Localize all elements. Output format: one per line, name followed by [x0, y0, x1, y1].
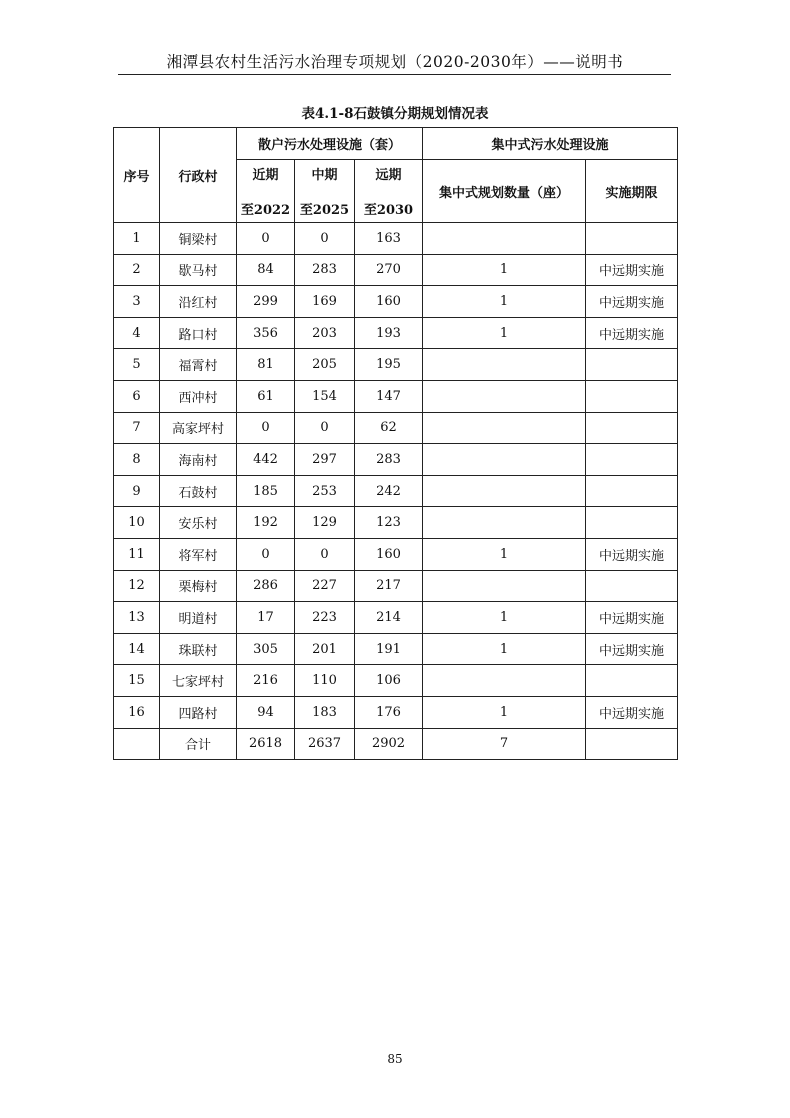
cell-seq: 3: [114, 286, 160, 318]
cell-period: [586, 728, 678, 760]
cell-mid: 223: [295, 602, 355, 634]
cell-period: 中远期实施: [586, 633, 678, 665]
cell-seq: 11: [114, 538, 160, 570]
cell-count: [423, 223, 586, 255]
cell-seq: 14: [114, 633, 160, 665]
cell-seq: 10: [114, 507, 160, 539]
header-central-period: 实施期限: [586, 160, 678, 223]
cell-village: 铜梁村: [160, 223, 237, 255]
cell-seq: 1: [114, 223, 160, 255]
cell-far: 163: [355, 223, 423, 255]
cell-far: 106: [355, 665, 423, 697]
table-body: [114, 223, 678, 760]
cell-count: 1: [423, 633, 586, 665]
table-row: [114, 602, 678, 634]
cell-near: 305: [237, 633, 295, 665]
cell-far: 195: [355, 349, 423, 381]
cell-village: 七家坪村: [160, 665, 237, 697]
cell-near: 299: [237, 286, 295, 318]
cell-near: 0: [237, 412, 295, 444]
header-mid: [295, 160, 355, 223]
cell-count: 1: [423, 696, 586, 728]
cell-village: 沿红村: [160, 286, 237, 318]
cell-count: 1: [423, 602, 586, 634]
cell-far: 176: [355, 696, 423, 728]
cell-seq: 2: [114, 254, 160, 286]
header-mid-label: 中期: [311, 168, 338, 183]
cell-far: 270: [355, 254, 423, 286]
header-dispersed-group: 散户污水处理设施（套）: [237, 128, 423, 160]
cell-seq: 15: [114, 665, 160, 697]
cell-mid: 205: [295, 349, 355, 381]
table-row: [114, 412, 678, 444]
cell-near: 17: [237, 602, 295, 634]
cell-village: 西冲村: [160, 380, 237, 412]
table-row: [114, 317, 678, 349]
cell-near: 84: [237, 254, 295, 286]
cell-count: [423, 349, 586, 381]
cell-far: 242: [355, 475, 423, 507]
cell-near: 2618: [237, 728, 295, 760]
cell-count: 1: [423, 317, 586, 349]
cell-mid: 227: [295, 570, 355, 602]
cell-far: 160: [355, 538, 423, 570]
header-row-1: [114, 128, 678, 160]
cell-period: 中远期实施: [586, 254, 678, 286]
table-row: [114, 223, 678, 255]
table-caption: 表4.1-8石鼓镇分期规划情况表: [301, 106, 489, 122]
cell-mid: 253: [295, 475, 355, 507]
cell-period: [586, 665, 678, 697]
cell-village: 路口村: [160, 317, 237, 349]
cell-period: [586, 412, 678, 444]
cell-mid: 169: [295, 286, 355, 318]
cell-mid: 297: [295, 444, 355, 476]
cell-count: 1: [423, 286, 586, 318]
cell-near: 94: [237, 696, 295, 728]
table-row: [114, 728, 678, 760]
cell-mid: 0: [295, 223, 355, 255]
cell-count: [423, 570, 586, 602]
cell-count: [423, 475, 586, 507]
cell-village: 四路村: [160, 696, 237, 728]
cell-village: 海南村: [160, 444, 237, 476]
header-far: [355, 160, 423, 223]
cell-mid: 201: [295, 633, 355, 665]
cell-mid: 154: [295, 380, 355, 412]
cell-village: 福霄村: [160, 349, 237, 381]
header-central-group: 集中式污水处理设施: [423, 128, 678, 160]
table-row: [114, 665, 678, 697]
cell-near: 0: [237, 223, 295, 255]
cell-far: 62: [355, 412, 423, 444]
header-near: [237, 160, 295, 223]
cell-village: 明道村: [160, 602, 237, 634]
cell-seq: 16: [114, 696, 160, 728]
header-village: 行政村: [160, 128, 237, 223]
cell-period: [586, 570, 678, 602]
cell-near: 192: [237, 507, 295, 539]
cell-seq: 5: [114, 349, 160, 381]
cell-mid: 0: [295, 538, 355, 570]
table-row: [114, 538, 678, 570]
table-row: [114, 696, 678, 728]
cell-count: [423, 412, 586, 444]
cell-village: 高家坪村: [160, 412, 237, 444]
cell-near: 0: [237, 538, 295, 570]
cell-village: 合计: [160, 728, 237, 760]
cell-far: 160: [355, 286, 423, 318]
cell-village: 石鼓村: [160, 475, 237, 507]
header-near-label: 近期: [252, 168, 279, 183]
cell-mid: 2637: [295, 728, 355, 760]
header-far-year: 至2030: [363, 203, 414, 218]
header-rule: [118, 74, 671, 75]
cell-near: 81: [237, 349, 295, 381]
cell-count: [423, 507, 586, 539]
cell-near: 356: [237, 317, 295, 349]
table-row: [114, 254, 678, 286]
cell-seq: 12: [114, 570, 160, 602]
table-row: [114, 633, 678, 665]
cell-far: 191: [355, 633, 423, 665]
header-far-label: 远期: [375, 168, 402, 183]
cell-count: [423, 380, 586, 412]
cell-count: 7: [423, 728, 586, 760]
table-row: [114, 570, 678, 602]
cell-village: 栗梅村: [160, 570, 237, 602]
cell-village: 安乐村: [160, 507, 237, 539]
cell-far: 123: [355, 507, 423, 539]
cell-count: 1: [423, 538, 586, 570]
cell-period: [586, 444, 678, 476]
cell-period: [586, 380, 678, 412]
cell-far: 283: [355, 444, 423, 476]
cell-mid: 183: [295, 696, 355, 728]
cell-far: 2902: [355, 728, 423, 760]
cell-far: 217: [355, 570, 423, 602]
cell-count: [423, 665, 586, 697]
cell-period: 中远期实施: [586, 317, 678, 349]
cell-period: 中远期实施: [586, 538, 678, 570]
cell-seq: [114, 728, 160, 760]
cell-near: 185: [237, 475, 295, 507]
cell-village: 将军村: [160, 538, 237, 570]
cell-far: 193: [355, 317, 423, 349]
cell-near: 216: [237, 665, 295, 697]
planning-table: [113, 127, 678, 760]
cell-period: 中远期实施: [586, 696, 678, 728]
cell-seq: 8: [114, 444, 160, 476]
cell-mid: 0: [295, 412, 355, 444]
cell-near: 61: [237, 380, 295, 412]
cell-mid: 283: [295, 254, 355, 286]
table-row: [114, 475, 678, 507]
cell-far: 214: [355, 602, 423, 634]
header-mid-year: 至2025: [299, 203, 350, 218]
cell-seq: 13: [114, 602, 160, 634]
cell-seq: 9: [114, 475, 160, 507]
table-row: [114, 286, 678, 318]
cell-mid: 203: [295, 317, 355, 349]
cell-seq: 4: [114, 317, 160, 349]
table-row: [114, 444, 678, 476]
page-number: 85: [387, 1052, 403, 1066]
cell-period: [586, 223, 678, 255]
cell-period: [586, 349, 678, 381]
header-seq: 序号: [114, 128, 160, 223]
cell-near: 442: [237, 444, 295, 476]
cell-count: [423, 444, 586, 476]
cell-far: 147: [355, 380, 423, 412]
cell-village: 珠联村: [160, 633, 237, 665]
table-row: [114, 349, 678, 381]
table-row: [114, 507, 678, 539]
cell-mid: 110: [295, 665, 355, 697]
header-central-count: 集中式规划数量（座）: [423, 160, 586, 223]
cell-period: 中远期实施: [586, 602, 678, 634]
cell-count: 1: [423, 254, 586, 286]
cell-seq: 7: [114, 412, 160, 444]
table-row: [114, 380, 678, 412]
cell-village: 歇马村: [160, 254, 237, 286]
cell-mid: 129: [295, 507, 355, 539]
cell-period: 中远期实施: [586, 286, 678, 318]
cell-near: 286: [237, 570, 295, 602]
header-near-year: 至2022: [240, 203, 291, 218]
cell-period: [586, 507, 678, 539]
document-header-title: 湘潭县农村生活污水治理专项规划（2020-2030年）——说明书: [166, 53, 624, 71]
cell-period: [586, 475, 678, 507]
cell-seq: 6: [114, 380, 160, 412]
